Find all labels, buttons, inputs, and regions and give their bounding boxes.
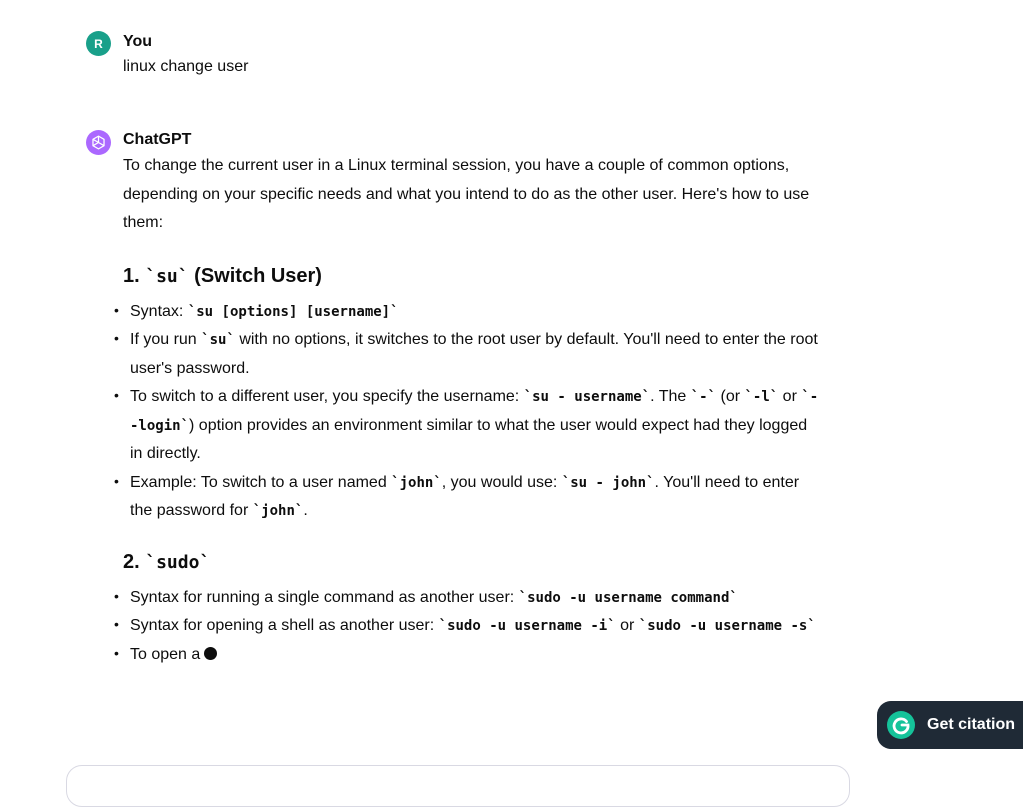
intro-paragraph: To change the current user in a Linux terminal session, you have a couple of common options, depending on your specific needs and what you intend to do as the other user. Here's how to use them: — [123, 157, 810, 231]
message-input[interactable] — [66, 765, 850, 807]
list-item: • Syntax for opening a shell as another user: `sudo -u username -i` or `sudo -u username -s` — [123, 612, 823, 641]
section-heading-sudo: 2. `sudo` — [123, 550, 211, 573]
sudo-bullet-list — [123, 584, 823, 670]
assistant-response — [123, 152, 823, 669]
chatgpt-logo-icon — [86, 130, 111, 155]
su-bullet-list — [123, 298, 823, 526]
streaming-cursor-icon — [204, 647, 217, 660]
get-citation-label: Get citation — [927, 716, 1016, 733]
list-item: • Syntax for running a single command as another user: `sudo -u username command` — [123, 584, 823, 613]
user-avatar: R — [86, 31, 111, 56]
user-sender-name: You — [123, 33, 153, 50]
grammarly-g-icon — [887, 711, 915, 739]
list-item: • Syntax: `su [options] [username]` — [123, 298, 823, 327]
list-item: • If you run `su` with no options, it switches to the root user by default. You'll need to enter the root user's password. — [123, 326, 823, 383]
section-heading-su: 1. `su` (Switch User) — [123, 264, 322, 287]
assistant-sender-name: ChatGPT — [123, 131, 192, 148]
user-message-text: linux change user — [123, 58, 249, 75]
list-item: • Example: To switch to a user named `john`, you would use: `su - john`. You'll need to enter the password for `john`. — [123, 469, 823, 526]
get-citation-button[interactable] — [877, 701, 1023, 749]
list-item: • To open a — [123, 641, 823, 670]
list-item: • To switch to a different user, you specify the username: `su - username`. The `-` (or `-l` or `--login`) option provides an environment similar to what the user would expect had they logged in directly. — [123, 383, 823, 469]
